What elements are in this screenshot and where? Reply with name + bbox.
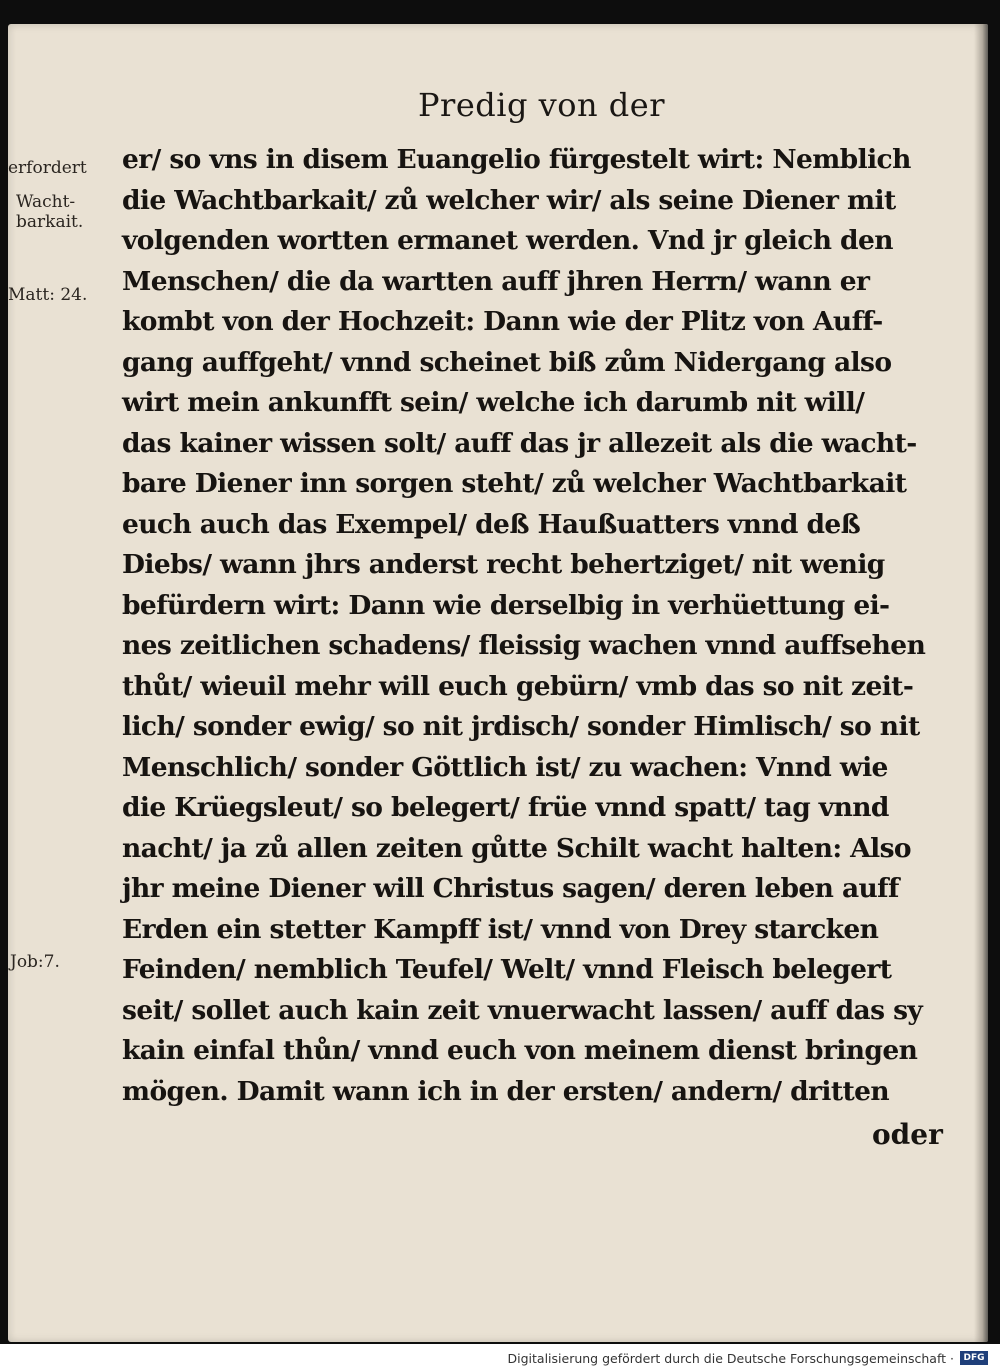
text-line: Menschen/ die da wartten auff jhren Herrn/ wann er [122,265,870,297]
body-text [122,140,957,1112]
marginal-note-matt: Matt: 24. [8,285,88,305]
catchword: oder [872,1118,943,1151]
marginal-note-job: Job:7. [10,952,60,972]
marginal-note-erfordert: erfordert [8,158,87,178]
text-line: kain einfal thůn/ vnnd euch von meinem dienst bringen [122,1035,918,1066]
text-line: lich/ sonder ewig/ so nit jrdisch/ sonder Himlisch/ so nit [122,711,920,742]
footer-bar [0,1346,1000,1371]
funding-notice: Digitalisierung gefördert durch die Deutsche Forschungsgemeinschaft · [507,1351,954,1366]
text-line: thůt/ wieuil mehr will euch gebürn/ vmb das so nit zeit- [122,670,914,702]
text-line: Erden ein stetter Kampff ist/ vnnd von Drey starcken [122,913,879,945]
text-line: kombt von der Hochzeit: Dann wie der Plitz von Auff- [122,306,883,337]
running-header: Predig von der [418,86,665,124]
dfg-logo: DFG [960,1351,988,1365]
marginal-note-wachtbarkait: Wacht- barkait. [16,192,84,232]
page-edge-shadow [974,24,988,1342]
text-line: mögen. Damit wann ich in der ersten/ andern/ dritten [122,1075,890,1107]
text-line: gang auffgeht/ vnnd scheinet biß zům Nidergang also [122,346,892,378]
text-line: Feinden/ nemblich Teufel/ Welt/ vnnd Fleisch belegert [122,954,892,985]
text-line: die Wachtbarkait/ zů welcher wir/ als seine Diener mit [122,184,896,216]
text-line: er/ so vns in disem Euangelio fürgestelt wirt: Nemblich [122,144,911,175]
text-line: volgenden wortten ermanet werden. Vnd jr gleich den [122,225,893,256]
text-line: befürdern wirt: Dann wie derselbig in verhüettung ei- [122,589,890,621]
text-line: nes zeitlichen schadens/ fleissig wachen vnnd auffsehen [122,630,926,661]
text-line: nacht/ ja zů allen zeiten gůtte Schilt wacht halten: Also [122,832,911,864]
text-line: jhr meine Diener will Christus sagen/ deren leben auff [122,873,899,904]
text-line: euch auch das Exempel/ deß Haußuatters vnnd deß [122,508,861,540]
text-line: bare Diener inn sorgen steht/ zů welcher Wachtbarkait [122,468,907,499]
text-line: die Krüegsleut/ so belegert/ früe vnnd spatt/ tag vnnd [122,792,889,823]
text-line: seit/ sollet auch kain zeit vnuerwacht lassen/ auff das sy [122,994,923,1026]
text-line: das kainer wissen solt/ auff das jr allezeit als die wacht- [122,427,917,459]
text-line: Diebs/ wann jhrs anderst recht behertziget/ nit wenig [122,549,885,580]
text-line: wirt mein ankunfft sein/ welche ich darumb nit will/ [122,387,865,418]
text-line: Menschlich/ sonder Göttlich ist/ zu wachen: Vnnd wie [122,751,888,783]
